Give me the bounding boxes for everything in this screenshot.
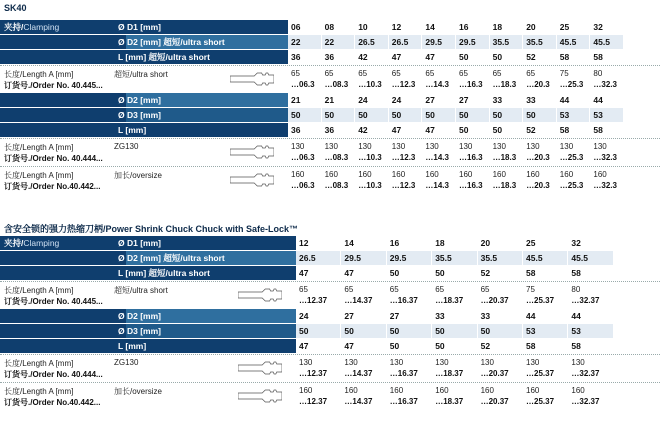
header-value-cell: 35.5 [490, 35, 523, 49]
length-value: 160 [299, 386, 313, 395]
length-value: 160 [459, 170, 473, 179]
length-value: 160 [389, 386, 404, 395]
header-row [0, 236, 660, 250]
header-row [0, 50, 660, 64]
order-suffix: …18.37 [435, 296, 464, 305]
length-value: 130 [344, 358, 358, 367]
order-row [0, 382, 660, 410]
header-value-cell: 44 [523, 309, 567, 323]
header-label: Ø D3 [mm] [118, 110, 161, 120]
header-value-cell: 24 [296, 309, 340, 323]
order-suffix: …14.3 [425, 153, 449, 162]
header-value-cell: 44 [590, 93, 623, 107]
header-band-left [0, 108, 126, 122]
tool-holder-icon [238, 389, 282, 403]
header-value-cell: 58 [568, 266, 612, 280]
length-value: 65 [435, 285, 445, 294]
header-row [0, 35, 660, 49]
header-value-cell: 53 [557, 108, 590, 122]
length-text: 长度/Length A [mm] [4, 171, 74, 180]
order-suffix: …08.3 [324, 153, 349, 162]
length-value: 65 [492, 69, 502, 78]
header-value-cell: 50 [355, 108, 388, 122]
header-value-cell: 33 [523, 93, 556, 107]
header-label: L [mm] 超短/ultra short [118, 52, 210, 62]
order-suffix: …16.37 [389, 397, 418, 406]
order-no-label: 订货号./Order No. 40.445... [4, 81, 103, 90]
header-value-cell: 36 [288, 50, 321, 64]
length-label [4, 386, 163, 397]
header-value-cell: 47 [389, 50, 422, 64]
header-value-cell: 26.5 [296, 251, 340, 265]
header-value-cell: 47 [296, 266, 340, 280]
length-value: 80 [571, 285, 581, 294]
header-value-cell: 08 [322, 20, 355, 34]
header-value-cell: 24 [355, 93, 388, 107]
header-value-cell: 36 [322, 123, 355, 137]
order-suffix: …16.3 [459, 153, 483, 162]
order-suffix: …12.37 [299, 296, 328, 305]
tool-holder-icon [230, 173, 274, 187]
tool-holder-icon [238, 361, 282, 375]
header-band-left [0, 266, 126, 280]
order-suffix: …16.37 [389, 296, 418, 305]
length-value: 130 [389, 358, 404, 367]
order-suffix: …32.37 [571, 296, 600, 305]
length-value: 80 [593, 69, 603, 78]
length-value: 130 [480, 358, 494, 367]
length-value: 65 [389, 285, 399, 294]
type-label: 加长/oversize [114, 387, 163, 396]
order-suffix: …18.37 [435, 397, 464, 406]
order-suffix: …20.37 [480, 369, 509, 378]
length-value: 130 [391, 142, 406, 151]
header-value-cell: 50 [387, 339, 431, 353]
header-value-cell: 32 [568, 236, 612, 250]
header-value-cell: 12 [389, 20, 422, 34]
header-value-cell: 50 [490, 50, 523, 64]
header-value-cell: 50 [456, 50, 489, 64]
order-suffix: …32.37 [571, 397, 600, 406]
order-suffix: …12.37 [299, 369, 328, 378]
length-value: 130 [593, 142, 607, 151]
length-value: 160 [358, 170, 372, 179]
length-value: 130 [299, 358, 313, 367]
order-suffix: …14.37 [344, 296, 373, 305]
order-row [0, 138, 660, 166]
header-label: L [mm] [118, 125, 147, 135]
order-suffix: …25.37 [526, 369, 555, 378]
header-row [0, 108, 660, 122]
section1-title: SK40 [4, 3, 27, 13]
type-label: ZG130 [114, 358, 139, 367]
order-suffix: …32.3 [593, 80, 617, 89]
header-value-cell: 20 [523, 20, 556, 34]
header-value-cell: 22 [322, 35, 355, 49]
length-value: 65 [299, 285, 308, 294]
order-suffix: …16.3 [459, 80, 483, 89]
order-suffix: …20.37 [480, 397, 509, 406]
header-value-cell: 35.5 [432, 251, 476, 265]
header-band [126, 123, 288, 137]
length-value: 65 [526, 69, 536, 78]
sk40-table [0, 20, 660, 194]
header-value-cell: 29.5 [341, 251, 385, 265]
header-value-cell: 53 [523, 324, 567, 338]
order-no-label: 订货号./Order No. 40.444... [4, 154, 103, 163]
length-value: 130 [492, 142, 506, 151]
length-value: 160 [492, 170, 506, 179]
order-suffix: …12.3 [391, 153, 416, 162]
header-value-cell: 53 [568, 324, 612, 338]
order-suffix: …25.37 [526, 397, 555, 406]
header-value-cell: 29.5 [387, 251, 431, 265]
header-row [0, 251, 660, 265]
header-value-cell: 52 [523, 50, 556, 64]
order-suffix: …20.37 [480, 296, 509, 305]
header-value-cell: 25 [557, 20, 590, 34]
header-value-cell: 14 [341, 236, 385, 250]
header-value-cell: 26.5 [355, 35, 388, 49]
header-value-cell: 50 [478, 324, 522, 338]
header-value-cell: 47 [341, 339, 385, 353]
tool-holder-icon [230, 145, 274, 159]
header-value-cell: 50 [432, 324, 476, 338]
header-band-left [0, 251, 126, 265]
header-value-cell: 22 [288, 35, 321, 49]
header-value-cell: 42 [355, 123, 388, 137]
header-value-cell: 50 [296, 324, 340, 338]
header-row [0, 339, 660, 353]
order-suffix: …18.3 [492, 153, 517, 162]
header-label: Ø D2 [mm] [118, 311, 161, 321]
header-value-cell: 33 [490, 93, 523, 107]
length-value: 160 [571, 386, 585, 395]
order-suffix: …06.3 [291, 153, 315, 162]
header-value-cell: 50 [432, 266, 476, 280]
order-suffix: …25.3 [559, 80, 584, 89]
header-value-cell: 32 [590, 20, 623, 34]
header-value-cell: 58 [568, 339, 612, 353]
length-text: 长度/Length A [mm] [4, 387, 74, 396]
header-row [0, 266, 660, 280]
header-value-cell: 47 [341, 266, 385, 280]
order-row [0, 354, 660, 382]
length-text: 长度/Length A [mm] [4, 143, 74, 152]
header-value-cell: 18 [490, 20, 523, 34]
length-value: 130 [526, 142, 540, 151]
header-value-cell: 52 [478, 339, 522, 353]
length-value: 130 [526, 358, 540, 367]
header-value-cell: 14 [422, 20, 455, 34]
order-row [0, 166, 660, 194]
clamping-label-en: Clamping [23, 22, 60, 32]
header-value-cell: 42 [355, 50, 388, 64]
length-value: 130 [571, 358, 585, 367]
header-value-cell: 18 [432, 236, 476, 250]
header-label: L [mm] 超短/ultra short [118, 268, 210, 278]
tool-holder-icon [230, 72, 274, 86]
order-suffix: …25.37 [526, 296, 555, 305]
length-value: 160 [593, 170, 607, 179]
header-value-cell: 58 [590, 50, 623, 64]
order-suffix: …12.37 [299, 397, 328, 406]
length-value: 65 [324, 69, 334, 78]
length-value: 160 [291, 170, 305, 179]
header-value-cell: 50 [288, 108, 321, 122]
header-value-cell: 53 [590, 108, 623, 122]
length-value: 160 [324, 170, 338, 179]
order-suffix: …20.3 [526, 153, 550, 162]
order-row [0, 65, 660, 93]
header-value-cell: 50 [456, 123, 489, 137]
header-value-cell: 58 [557, 50, 590, 64]
header-label: Ø D2 [mm] [118, 95, 161, 105]
length-value: 65 [425, 69, 435, 78]
length-value: 65 [344, 285, 354, 294]
header-band-left [0, 123, 126, 137]
order-suffix: …16.3 [459, 181, 483, 190]
header-value-cell: 45.5 [568, 251, 612, 265]
length-label [4, 69, 168, 80]
order-suffix: …32.3 [593, 153, 617, 162]
order-no-label: 订货号./Order No. 40.445... [4, 297, 103, 306]
clamping-label-en: Clamping [23, 238, 60, 248]
order-suffix: …14.37 [344, 369, 373, 378]
length-value: 130 [559, 142, 574, 151]
header-value-cell: 44 [568, 309, 612, 323]
clamping-label-cn: 夹持/ [4, 22, 24, 32]
header-value-cell: 45.5 [590, 35, 623, 49]
header-label: Ø D3 [mm] [118, 326, 161, 336]
type-label: 超短/ultra short [114, 286, 168, 295]
header-value-cell: 27 [422, 93, 455, 107]
header-value-cell: 33 [432, 309, 476, 323]
header-value-cell: 35.5 [523, 35, 556, 49]
length-value: 160 [435, 386, 449, 395]
header-band [126, 339, 296, 353]
header-value-cell: 47 [389, 123, 422, 137]
header-value-cell: 50 [322, 108, 355, 122]
header-band-left [0, 309, 126, 323]
header-band-left [0, 35, 126, 49]
order-suffix: …20.3 [526, 181, 550, 190]
header-value-cell: 50 [523, 108, 556, 122]
length-value: 130 [291, 142, 305, 151]
order-suffix: …14.3 [425, 80, 449, 89]
clamping-label [0, 236, 126, 250]
header-value-cell: 50 [490, 108, 523, 122]
header-band-left [0, 50, 126, 64]
header-value-cell: 50 [387, 266, 431, 280]
header-value-cell: 58 [590, 123, 623, 137]
order-suffix: …18.3 [492, 181, 517, 190]
header-label: L [mm] [118, 341, 147, 351]
header-value-cell: 10 [355, 20, 388, 34]
header-value-cell: 24 [389, 93, 422, 107]
header-value-cell: 50 [387, 324, 431, 338]
length-label [4, 170, 163, 181]
header-value-cell: 25 [523, 236, 567, 250]
header-row [0, 309, 660, 323]
header-value-cell: 47 [422, 50, 455, 64]
order-suffix: …14.3 [425, 181, 449, 190]
length-value: 160 [391, 170, 406, 179]
header-row [0, 123, 660, 137]
order-no-label: 订货号./Order No. 40.444... [4, 370, 103, 379]
header-label: Ø D1 [mm] [118, 22, 161, 32]
header-value-cell: 50 [341, 324, 385, 338]
header-value-cell: 58 [557, 123, 590, 137]
order-suffix: …10.3 [358, 181, 382, 190]
length-value: 75 [526, 285, 535, 294]
order-row [0, 281, 660, 309]
type-label: ZG130 [114, 142, 139, 151]
header-label: Ø D1 [mm] [118, 238, 161, 248]
type-label: 超短/ultra short [114, 70, 168, 79]
header-value-cell: 45.5 [557, 35, 590, 49]
header-value-cell: 06 [288, 20, 321, 34]
header-value-cell: 29.5 [456, 35, 489, 49]
length-label [4, 358, 139, 369]
length-value: 65 [480, 285, 490, 294]
order-suffix: …25.3 [559, 153, 584, 162]
header-value-cell: 27 [341, 309, 385, 323]
header-value-cell: 58 [523, 266, 567, 280]
order-suffix: …32.37 [571, 369, 600, 378]
length-label [4, 285, 168, 296]
header-value-cell: 52 [478, 266, 522, 280]
header-band-left [0, 324, 126, 338]
header-value-cell: 26.5 [389, 35, 422, 49]
section2-title: 含安全锁的强力热缩刀柄/Power Shrink Chuck Chuck with Safe-Lock™ [4, 224, 299, 234]
length-text: 长度/Length A [mm] [4, 286, 74, 295]
header-value-cell: 47 [422, 123, 455, 137]
length-value: 160 [526, 386, 540, 395]
type-label: 加长/oversize [114, 171, 163, 180]
order-suffix: …14.37 [344, 397, 373, 406]
header-value-cell: 21 [288, 93, 321, 107]
order-no-label: 订货号./Order No.40.442... [4, 182, 101, 191]
header-value-cell: 50 [389, 108, 422, 122]
length-value: 75 [559, 69, 569, 78]
header-value-cell: 52 [523, 123, 556, 137]
header-value-cell: 35.5 [478, 251, 522, 265]
header-row [0, 324, 660, 338]
length-value: 130 [459, 142, 473, 151]
header-label: Ø D2 [mm] 超短/ultra short [118, 37, 225, 47]
order-no-label: 订货号./Order No.40.442... [4, 398, 101, 407]
header-value-cell: 44 [557, 93, 590, 107]
length-value: 160 [559, 170, 574, 179]
length-value: 160 [526, 170, 540, 179]
order-suffix: …18.37 [435, 369, 464, 378]
header-value-cell: 21 [322, 93, 355, 107]
length-value: 130 [435, 358, 449, 367]
order-suffix: …10.3 [358, 153, 382, 162]
header-value-cell: 45.5 [523, 251, 567, 265]
header-value-cell: 50 [432, 339, 476, 353]
length-value: 130 [425, 142, 439, 151]
order-suffix: …12.3 [391, 80, 416, 89]
clamping-label [0, 20, 126, 34]
length-value: 65 [391, 69, 401, 78]
header-value-cell: 27 [456, 93, 489, 107]
order-suffix: …16.37 [389, 369, 418, 378]
order-suffix: …32.3 [593, 181, 617, 190]
length-text: 长度/Length A [mm] [4, 359, 74, 368]
order-suffix: …18.3 [492, 80, 517, 89]
header-label: Ø D2 [mm] 超短/ultra short [118, 253, 225, 263]
order-suffix: …20.3 [526, 80, 550, 89]
length-value: 160 [425, 170, 439, 179]
header-value-cell: 50 [422, 108, 455, 122]
length-value: 130 [358, 142, 372, 151]
header-value-cell: 27 [387, 309, 431, 323]
header-row [0, 20, 660, 34]
length-value: 65 [459, 69, 468, 78]
tool-holder-icon [238, 288, 282, 302]
header-value-cell: 36 [322, 50, 355, 64]
order-suffix: …25.3 [559, 181, 584, 190]
length-label [4, 142, 139, 153]
header-value-cell: 50 [490, 123, 523, 137]
header-value-cell: 29.5 [422, 35, 455, 49]
order-suffix: …06.3 [291, 80, 315, 89]
safe-lock-table [0, 236, 660, 410]
header-value-cell: 20 [478, 236, 522, 250]
length-value: 65 [291, 69, 300, 78]
length-value: 160 [480, 386, 494, 395]
header-value-cell: 16 [387, 236, 431, 250]
header-value-cell: 50 [456, 108, 489, 122]
order-suffix: …06.3 [291, 181, 315, 190]
order-suffix: …08.3 [324, 181, 349, 190]
length-value: 65 [358, 69, 368, 78]
header-value-cell: 33 [478, 309, 522, 323]
order-suffix: …08.3 [324, 80, 349, 89]
header-value-cell: 16 [456, 20, 489, 34]
header-value-cell: 36 [288, 123, 321, 137]
order-suffix: …12.3 [391, 181, 416, 190]
clamping-label-cn: 夹持/ [4, 238, 24, 248]
length-value: 160 [344, 386, 358, 395]
length-value: 130 [324, 142, 338, 151]
header-band-left [0, 93, 126, 107]
header-value-cell: 47 [296, 339, 340, 353]
order-suffix: …10.3 [358, 80, 382, 89]
length-text: 长度/Length A [mm] [4, 70, 74, 79]
header-value-cell: 58 [523, 339, 567, 353]
header-row [0, 93, 660, 107]
header-band-left [0, 339, 126, 353]
header-value-cell: 12 [296, 236, 340, 250]
